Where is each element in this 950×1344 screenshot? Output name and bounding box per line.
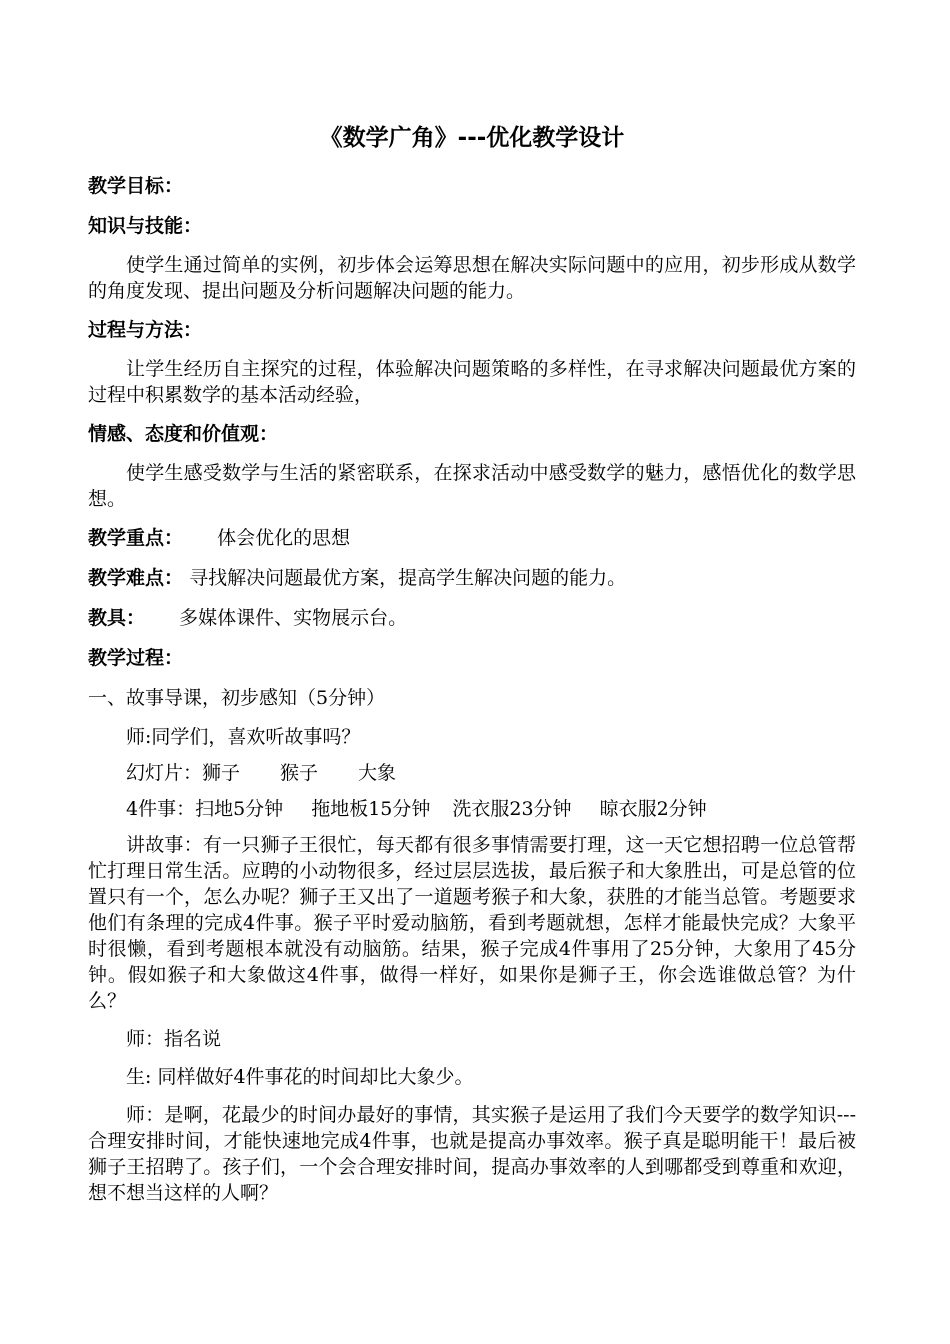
tools-text: 多媒体课件、实物展示台。: [179, 607, 408, 629]
section1-title: 一、故事导课，初步感知（5分钟）: [88, 687, 386, 709]
teacher-question-1: 师:同学们，喜欢听故事吗？: [126, 726, 361, 748]
slides-row: [88, 760, 856, 786]
tools-label: 教具：: [88, 607, 146, 629]
emotion-text: 使学生感受数学与生活的紧密联系，在探求活动中感受数学的魅力，感悟优化的数学思想。: [88, 462, 856, 510]
key-point-row: [88, 524, 856, 552]
task-1: 4件事：扫地5分钟: [126, 798, 284, 820]
knowledge-text: 使学生通过简单的实例，初步体会运筹思想在解决实际问题中的应用，初步形成从数学的角度发现、提出问题及分析问题解决问题的能力。: [88, 254, 856, 302]
process-method-text: 让学生经历自主探究的过程，体验解决问题策略的多样性，在寻求解决问题最优方案的过程中积累数学的基本活动经验，: [88, 358, 856, 406]
procedure-heading: 教学过程：: [88, 647, 184, 669]
key-point-label: 教学重点：: [88, 527, 184, 549]
tools-row: [88, 604, 856, 632]
slides-item-elephant: 大象: [358, 762, 397, 784]
teacher-line-2: 师：指名说: [126, 1028, 222, 1050]
task-4: 晾衣服2分钟: [599, 798, 707, 820]
document-page: [88, 120, 856, 1218]
objectives-heading: 教学目标：: [88, 175, 184, 197]
tasks-row: [88, 796, 856, 822]
student-line-1: 生: 同样做好4件事花的时间却比大象少。: [126, 1066, 474, 1088]
slides-label: 幻灯片：狮子: [126, 762, 241, 784]
task-2: 拖地板15分钟: [311, 798, 431, 820]
difficulty-text: 寻找解决问题最优方案，提高学生解决问题的能力。: [189, 567, 627, 589]
document-title: 《数学广角》---优化教学设计: [319, 125, 625, 151]
emotion-heading: 情感、态度和价值观：: [88, 423, 279, 445]
slides-item-monkey: 猴子: [280, 762, 319, 784]
key-point-text: 体会优化的思想: [217, 527, 351, 549]
knowledge-heading: 知识与技能：: [88, 215, 203, 237]
task-3: 洗衣服23分钟: [452, 798, 572, 820]
story-text: 讲故事：有一只狮子王很忙，每天都有很多事情需要打理，这一天它想招聘一位总管帮忙打理日常生活。应聘的小动物很多，经过层层选拔，最后猴子和大象胜出，可是总管的位置只有一个，怎么办呢？狮子王又出了一道题考猴子和大象，获胜的才能当总管。考题要求他们有条理的完成4件事。猴子平时爱动脑筋，看到考题就想，怎样才能最快完成？大象平时很懒，看到考题根本就没有动脑筋。结果，猴子完成4件事用了25分钟，大象用了45分钟。假如猴子和大象做这4件事，做得一样好，如果你是狮子王，你会选谁做总管？为什么？: [88, 834, 856, 1012]
difficulty-row: [88, 564, 856, 592]
teacher-line-3: 师：是啊，花最少的时间办最好的事情，其实猴子是运用了我们今天要学的数学知识---合理安排时间，才能快速地完成4件事，也就是提高办事效率。猴子真是聪明能干！最后被狮子王招聘了。孩子们，一个会合理安排时间，提高办事效率的人到哪都受到尊重和欢迎，想不想当这样的人啊？: [88, 1104, 856, 1204]
process-method-heading: 过程与方法：: [88, 319, 203, 341]
difficulty-label: 教学难点：: [88, 567, 184, 589]
